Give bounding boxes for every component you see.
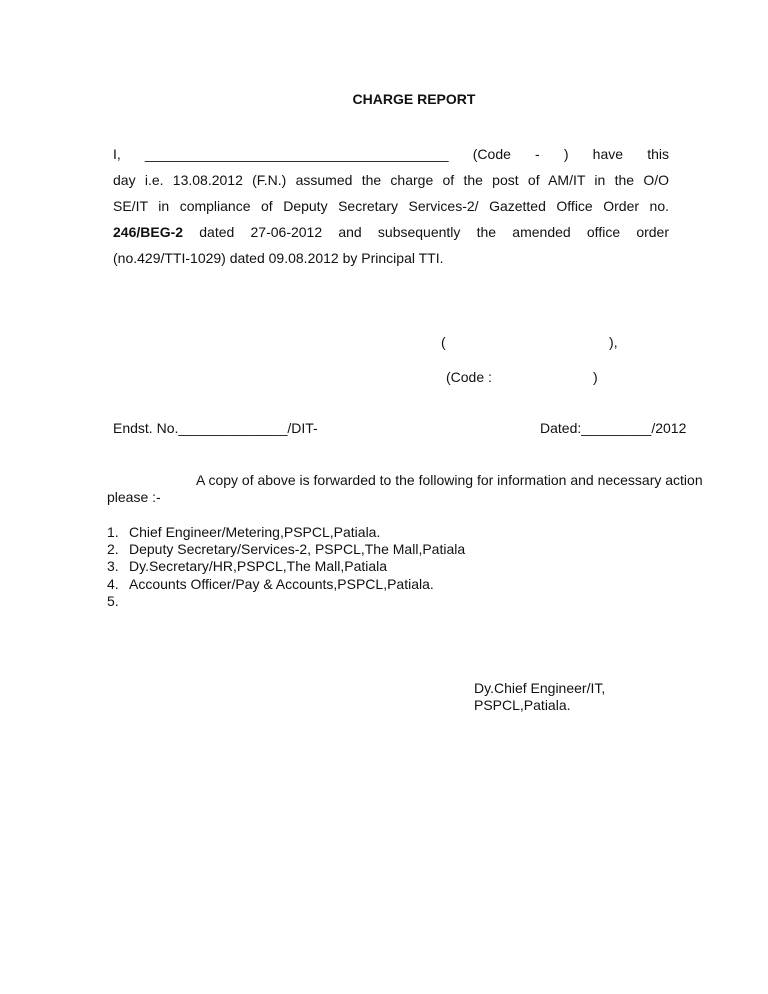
para-line-4-rest: dated 27-06-2012 and subsequently the amended office order [183, 224, 669, 240]
document-title: CHARGE REPORT [352, 91, 476, 107]
signatory-designation: Dy.Chief Engineer/IT, [474, 680, 606, 696]
para-line-5: (no.429/TTI-1029) dated 09.08.2012 by Principal TTI. [113, 250, 444, 266]
charge-paragraph [113, 141, 669, 271]
endorsement-number: Endst. No.______________/DIT- [113, 420, 318, 436]
signatory-organization: PSPCL,Patiala. [474, 697, 571, 713]
recipient-item-5: 5. [107, 593, 119, 609]
para-line-3: SE/IT in compliance of Deputy Secretary Services-2/ Gazetted Office Order no. [113, 198, 669, 214]
forward-text-line-2: please :- [107, 489, 161, 505]
signatory-code-placeholder: (Code : ) [446, 369, 598, 385]
signatory-name-placeholder: ( ), [441, 334, 618, 350]
recipient-item-2: 2. Deputy Secretary/Services-2, PSPCL,The Mall,Patiala [107, 541, 466, 557]
para-line-4 [113, 219, 669, 245]
order-number: 246/BEG-2 [113, 224, 184, 240]
endorsement-date: Dated:_________/2012 [540, 420, 687, 436]
recipient-item-3: 3. Dy.Secretary/HR,PSPCL,The Mall,Patiala [107, 558, 388, 574]
recipient-item-4: 4. Accounts Officer/Pay & Accounts,PSPCL,Patiala. [107, 576, 434, 592]
forward-text-line-1: A copy of above is forwarded to the following for information and necessary action [196, 472, 703, 488]
recipient-item-1: 1. Chief Engineer/Metering,PSPCL,Patiala. [107, 524, 381, 540]
para-line-1: I, _______________________________________ (Code - ) have this [113, 146, 669, 162]
para-line-2: day i.e. 13.08.2012 (F.N.) assumed the charge of the post of AM/IT in the O/O [113, 172, 669, 188]
